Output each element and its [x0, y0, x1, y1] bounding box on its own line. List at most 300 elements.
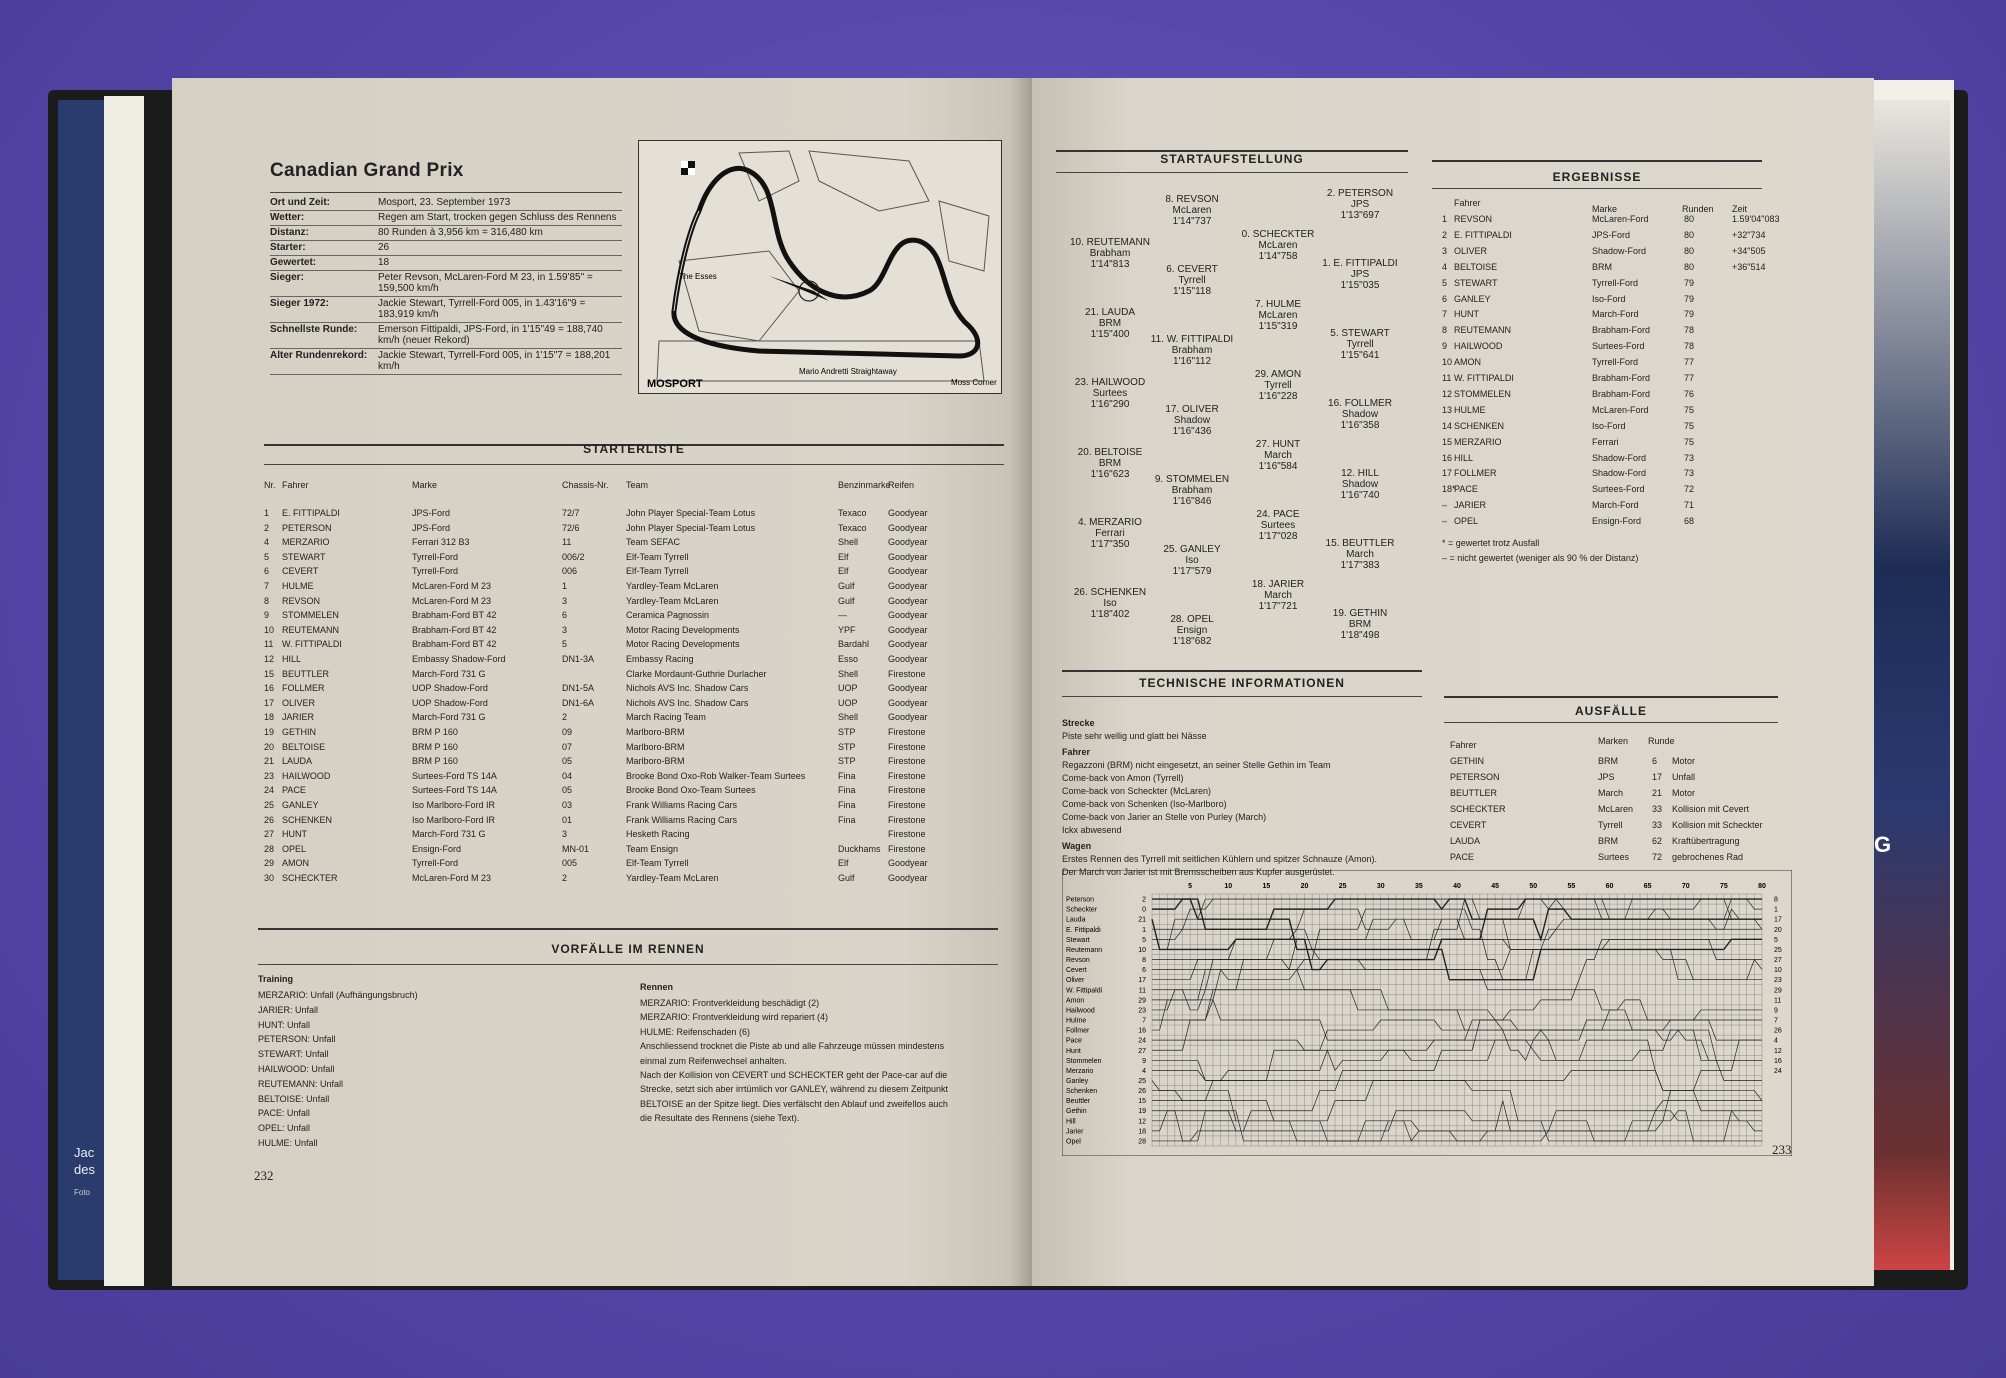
starter-cell: Fina	[838, 785, 856, 796]
starter-row	[264, 669, 1004, 683]
starter-col-header: Benzinmarke	[838, 480, 891, 490]
training-item: PETERSON: Unfall	[258, 1034, 336, 1045]
right-edge-photo	[1870, 100, 1950, 1270]
starter-row	[264, 698, 1004, 712]
result-cell: 5	[1442, 277, 1448, 288]
grid-driver: 1. E. FITTIPALDI	[1322, 258, 1398, 269]
starter-row	[264, 771, 1004, 785]
result-col-header: Runden	[1682, 204, 1714, 214]
starter-row	[264, 844, 1004, 858]
grid-slot	[1312, 608, 1408, 641]
lap-driver-label: Ganley	[1066, 1078, 1089, 1085]
dnf-cell: 17	[1652, 772, 1663, 782]
lap-driver-number: 11	[1138, 987, 1146, 995]
starter-cell: Firestone	[888, 756, 926, 767]
info-row	[270, 196, 622, 211]
result-cell: GANLEY	[1454, 293, 1491, 304]
lap-finish-number: 11	[1774, 997, 1782, 1005]
starter-cell: PACE	[282, 785, 306, 796]
lap-tick-label: 60	[1605, 883, 1614, 890]
info-row	[270, 241, 622, 256]
starter-cell: 04	[562, 770, 573, 781]
tech-line: Come-back von Schenken (Iso-Marlboro)	[1062, 799, 1227, 809]
page-title: Canadian Grand Prix	[270, 160, 464, 181]
starter-cell: HILL	[282, 654, 302, 664]
starter-cell: Surtees-Ford TS 14A	[412, 770, 497, 781]
lap-finish-number: 7	[1774, 1017, 1778, 1025]
info-row	[270, 211, 622, 226]
starter-cell: Elf	[838, 551, 849, 562]
lap-driver-number: 1	[1142, 926, 1146, 934]
grid-team: Tyrrell	[1264, 380, 1292, 391]
grid-team: Iso	[1103, 598, 1117, 609]
grid-time: 1'16"584	[1258, 461, 1298, 472]
starter-cell: Fina	[838, 770, 856, 781]
rennen-item: die Resultate des Rennens (siehe Text).	[640, 1113, 800, 1124]
grid-team: BRM	[1348, 619, 1372, 630]
lap-finish-number: 24	[1774, 1067, 1782, 1075]
lap-driver-number: 2	[1142, 896, 1146, 904]
grid-driver: 15. BEUTTLER	[1325, 538, 1395, 549]
starter-cell: 07	[562, 741, 573, 752]
lap-driver-number: 9	[1142, 1057, 1146, 1065]
grid-time: 1'16"623	[1090, 469, 1130, 480]
grid-driver: 11. W. FITTIPALDI	[1150, 334, 1234, 345]
grid-team: Brabham	[1171, 485, 1213, 496]
grid-time: 1'14"758	[1258, 251, 1298, 262]
starter-cell: OLIVER	[282, 697, 316, 708]
result-cell: JARIER	[1454, 500, 1487, 511]
grid-slot	[1312, 188, 1408, 221]
result-cell: 80	[1684, 245, 1695, 256]
starter-cell: Firestone	[888, 814, 926, 825]
starter-cell: 26	[264, 814, 275, 825]
grid-slot	[1144, 404, 1240, 437]
training-item: PACE: Unfall	[258, 1108, 310, 1119]
map-name: MOSPORT	[647, 378, 703, 390]
dnf-row	[1450, 836, 1780, 851]
circuit-map	[638, 140, 1002, 394]
side-text-1: Jac	[74, 1145, 95, 1160]
starter-cell: REUTEMANN	[282, 624, 340, 635]
starter-cell: MN-01	[562, 843, 590, 854]
dnf-cell: McLaren	[1598, 804, 1634, 814]
grid-team: Surtees	[1092, 388, 1128, 399]
lap-tick-label: 20	[1300, 883, 1309, 890]
result-row	[1442, 246, 1772, 261]
starter-cell: Ceramica Pagnossin	[626, 610, 710, 621]
map-label-moss: Moss Corner	[951, 378, 997, 387]
grid-slot	[1312, 328, 1408, 361]
dnf-cell: PACE	[1450, 852, 1474, 862]
result-row	[1442, 309, 1772, 324]
starter-cell: Yardley-Team McLaren	[626, 595, 719, 606]
grid-time: 1'16"740	[1340, 490, 1380, 501]
starter-cell: Goodyear	[888, 712, 928, 723]
starter-cell: JPS-Ford	[412, 522, 451, 533]
dnf-cell: Kollision mit Scheckter	[1672, 820, 1763, 830]
lap-driver-number: 12	[1138, 1118, 1146, 1126]
grid-time: 1'16"436	[1172, 426, 1212, 437]
lap-driver-number: 26	[1138, 1088, 1146, 1096]
starter-cell: Embassy Racing	[626, 654, 694, 664]
grid-time: 1'17"350	[1090, 539, 1130, 550]
grid-time: 1'13"697	[1340, 210, 1380, 221]
starter-cell: Marlboro-BRM	[626, 756, 685, 767]
starter-cell: 6	[264, 566, 270, 577]
lap-driver-label: Revson	[1066, 957, 1090, 965]
starter-cell: Goodyear	[888, 858, 928, 869]
section-rule	[1056, 172, 1408, 173]
training-item: OPEL: Unfall	[258, 1123, 311, 1134]
grid-team: McLaren	[1172, 205, 1212, 216]
starter-cell: Motor Racing Developments	[626, 624, 740, 635]
grid-time: 1'16"846	[1172, 496, 1212, 507]
tech-line: Regazzoni (BRM) nicht eingesetzt, an seiner Stelle Gethin im Team	[1062, 760, 1331, 770]
result-cell: Brabham-Ford	[1592, 388, 1651, 399]
result-cell: 72	[1684, 484, 1695, 495]
result-col-header: Marke	[1592, 204, 1618, 214]
starter-cell: 28	[264, 843, 275, 854]
training-item: REUTEMANN: Unfall	[258, 1078, 344, 1089]
starter-cell: BEUTTLER	[282, 668, 330, 679]
starter-cell: 19	[264, 727, 275, 737]
starter-cell: Shell	[838, 712, 859, 723]
grid-driver: 2. PETERSON	[1326, 188, 1394, 199]
starter-cell: Goodyear	[888, 522, 928, 533]
starter-cell: UOP	[838, 683, 858, 694]
dnf-col-header: Marken	[1598, 736, 1629, 746]
grid-team: Brabham	[1089, 248, 1131, 259]
dnf-cell: SCHECKTER	[1450, 804, 1506, 814]
lap-driver-label: Oliver	[1066, 977, 1085, 985]
result-cell: 8	[1442, 325, 1448, 336]
starter-cell: 006/2	[562, 551, 585, 562]
result-row	[1442, 262, 1772, 277]
info-key: Wetter:	[270, 211, 378, 226]
grid-slot	[1144, 544, 1240, 577]
grid-driver: 25. GANLEY	[1163, 544, 1221, 555]
result-cell: 79	[1684, 277, 1695, 288]
starter-row	[264, 683, 1004, 697]
starter-cell: MERZARIO	[282, 537, 330, 548]
lap-driver-label: Stewart	[1066, 936, 1090, 944]
lap-driver-label: W. Fittipaldi	[1066, 987, 1103, 995]
grid-time: 1'14"737	[1172, 216, 1212, 227]
lap-driver-label: E. Fittipaldi	[1066, 926, 1101, 934]
starter-cell: Iso Marlboro-Ford IR	[412, 800, 496, 810]
result-cell: FOLLMER	[1454, 468, 1497, 479]
info-row	[270, 271, 622, 297]
starter-cell: 18	[264, 712, 275, 723]
lap-finish-number: 4	[1774, 1037, 1778, 1045]
lap-driver-number: 25	[1138, 1078, 1146, 1085]
grid-slot	[1144, 264, 1240, 297]
starter-cell: Bardahl	[838, 639, 870, 650]
starter-cell: Frank Williams Racing Cars	[626, 800, 738, 810]
ergebnisse-heading: ERGEBNISSE	[1552, 170, 1642, 184]
result-cell: 76	[1684, 388, 1695, 399]
grid-team: Ferrari	[1095, 528, 1125, 539]
lap-tick-label: 65	[1643, 883, 1652, 890]
map-label-straight: Mario Andretti Straightaway	[799, 367, 897, 376]
starter-cell: John Player Special-Team Lotus	[626, 508, 756, 518]
grid-team: JPS	[1350, 269, 1370, 280]
result-cell: 68	[1684, 516, 1695, 527]
dnf-row	[1450, 788, 1780, 803]
starter-cell: STP	[838, 756, 856, 767]
starting-grid	[1052, 188, 1432, 748]
vorfaelle-heading: VORFÄLLE IM RENNEN	[551, 942, 705, 956]
lap-driver-number: 7	[1142, 1017, 1146, 1025]
result-row	[1442, 373, 1772, 388]
starter-cell: Elf-Team Tyrrell	[626, 566, 689, 577]
lap-tick-label: 15	[1262, 883, 1271, 890]
result-cell: OPEL	[1454, 516, 1479, 527]
grid-driver: 28. OPEL	[1170, 614, 1214, 625]
lap-driver-number: 24	[1138, 1037, 1146, 1045]
starter-cell: SCHECKTER	[282, 873, 338, 883]
lap-driver-number: 18	[1138, 1128, 1146, 1136]
grid-time: 1'15"035	[1340, 280, 1380, 291]
starter-cell: Firestone	[888, 770, 926, 781]
starter-cell: Tyrrell-Ford	[412, 566, 459, 577]
starter-cell: BRM P 160	[412, 756, 458, 767]
result-cell: 75	[1684, 420, 1695, 431]
info-key: Ort und Zeit:	[270, 196, 378, 211]
starter-cell: March-Ford 731 G	[412, 668, 486, 679]
starter-cell: Goodyear	[888, 639, 928, 650]
starter-cell: UOP Shadow-Ford	[412, 697, 488, 708]
starter-cell: Firestone	[888, 741, 926, 752]
section-rule	[258, 964, 998, 965]
grid-time: 1'16"112	[1172, 356, 1212, 367]
lap-tick-label: 50	[1529, 883, 1538, 890]
dnf-cell: gebrochenes Rad	[1672, 852, 1744, 862]
info-row	[270, 226, 622, 241]
grid-driver: 7. HULME	[1254, 299, 1302, 310]
result-cell: E. FITTIPALDI	[1454, 229, 1512, 240]
result-cell: 79	[1684, 293, 1695, 304]
lap-driver-label: Stommelen	[1066, 1057, 1102, 1065]
starter-cell: 21	[264, 756, 275, 767]
lap-driver-label: Pace	[1066, 1037, 1082, 1045]
result-cell: 14	[1442, 420, 1453, 431]
grid-time: 1'15"400	[1090, 329, 1130, 340]
starter-cell: March Racing Team	[626, 712, 706, 723]
starterliste-heading: STARTERLISTE	[583, 442, 685, 456]
lap-driver-label: Hailwood	[1066, 1007, 1095, 1015]
starter-cell: John Player Special-Team Lotus	[626, 522, 756, 533]
training-item: MERZARIO: Unfall (Aufhängungsbruch)	[258, 990, 418, 1000]
tech-line: Come-back von Scheckter (McLaren)	[1062, 786, 1212, 796]
starter-row	[264, 639, 1004, 653]
result-cell: 2	[1442, 229, 1448, 240]
starter-cell: 15	[264, 668, 275, 679]
starter-cell: Tyrrell-Ford	[412, 858, 459, 869]
lap-driver-label: Jarier	[1066, 1128, 1084, 1136]
tech-line: Come-back von Jarier an Stelle von Purley (March)	[1062, 812, 1267, 822]
tech-line: Der March von Jarier ist mit Bremsscheiben aus Kupfer ausgerüstet.	[1062, 867, 1335, 877]
starter-cell: Elf	[838, 858, 849, 869]
training-item: STEWART: Unfall	[258, 1049, 329, 1060]
grid-team: BRM	[1098, 318, 1122, 329]
dnf-cell: BRM	[1598, 756, 1618, 766]
result-cell: AMON	[1454, 357, 1481, 368]
dnf-cell: 33	[1652, 820, 1663, 830]
dnf-row	[1450, 820, 1780, 835]
lap-tick-label: 25	[1338, 883, 1347, 890]
result-cell: 4	[1442, 261, 1448, 272]
grid-slot	[1144, 194, 1240, 227]
starter-cell: Team SEFAC	[626, 537, 681, 548]
rennen-item: einmal zum Reifenwechsel anhalten.	[640, 1055, 787, 1066]
dnf-cell: 21	[1652, 788, 1663, 798]
starter-cell: Embassy Shadow-Ford	[412, 654, 506, 664]
info-key: Alter Rundenrekord:	[270, 349, 378, 375]
starter-cell: 17	[264, 697, 275, 708]
circuit-map-svg	[639, 141, 1001, 393]
starter-cell: Hesketh Racing	[626, 829, 690, 840]
result-cell: +32"734	[1732, 229, 1766, 240]
result-cell: Shadow-Ford	[1592, 245, 1647, 256]
starter-row	[264, 858, 1004, 872]
starter-cell: GETHIN	[282, 727, 317, 737]
grid-driver: 8. REVSON	[1165, 194, 1219, 205]
section-rule	[1062, 696, 1422, 697]
starter-cell: STEWART	[282, 551, 326, 562]
starter-cell: 72/6	[562, 522, 580, 533]
rennen-item: Strecke, setzt sich aber irrtümlich vor GANLEY, während zu diesem Zeitpunkt	[640, 1084, 948, 1095]
ausfaelle-heading: AUSFÄLLE	[1575, 704, 1647, 718]
starter-cell: LAUDA	[282, 756, 313, 767]
starter-row	[264, 625, 1004, 639]
grid-driver: 4. MERZARIO	[1078, 517, 1142, 528]
starter-cell: Brabham-Ford BT 42	[412, 610, 497, 621]
grid-slot	[1144, 334, 1240, 367]
info-value: 80 Runden à 3,956 km = 316,480 km	[378, 226, 622, 241]
result-cell: OLIVER	[1454, 245, 1488, 256]
starter-cell: 30	[264, 873, 275, 883]
result-cell: Iso-Ford	[1592, 420, 1626, 431]
grid-team: Tyrrell	[1178, 275, 1206, 286]
starter-cell: 5	[264, 551, 270, 562]
starter-cell: 2	[562, 873, 568, 883]
lap-tick-label: 5	[1188, 883, 1193, 890]
starter-cell: STP	[838, 741, 856, 752]
starter-row	[264, 829, 1004, 843]
lap-driver-label: Opel	[1066, 1138, 1081, 1146]
side-text-3: Foto	[74, 1188, 91, 1197]
result-row	[1442, 341, 1772, 356]
starter-cell: Marlboro-BRM	[626, 741, 685, 752]
result-cell: 6	[1442, 293, 1448, 304]
info-value: Emerson Fittipaldi, JPS-Ford, in 1'15"49 = 188,740 km/h (neuer Rekord)	[378, 323, 622, 349]
lap-tick-label: 80	[1758, 883, 1766, 890]
result-cell: –	[1442, 516, 1448, 527]
starter-cell: Motor Racing Developments	[626, 639, 740, 650]
lap-chart	[1062, 870, 1792, 1156]
dnf-cell: CEVERT	[1450, 820, 1487, 830]
lap-finish-number: 5	[1774, 936, 1778, 944]
info-key: Sieger:	[270, 271, 378, 297]
starter-cell: 05	[562, 756, 573, 767]
starter-cell: Firestone	[888, 843, 926, 854]
result-row	[1442, 405, 1772, 420]
starter-cell: Goodyear	[888, 697, 928, 708]
starter-cell: Fina	[838, 814, 856, 825]
lap-finish-number: 25	[1774, 946, 1782, 954]
lap-tick-label: 70	[1681, 883, 1690, 890]
starter-cell: Clarke Mordaunt-Guthrie Durlacher	[626, 668, 767, 679]
starter-cell: Gulf	[838, 873, 855, 883]
starter-cell: UOP Shadow-Ford	[412, 683, 488, 694]
info-value: 18	[378, 256, 622, 271]
starter-cell: Texaco	[838, 508, 867, 518]
starter-col-header: Team	[626, 480, 649, 490]
grid-team: McLaren	[1258, 310, 1298, 321]
grid-slot	[1144, 474, 1240, 507]
starter-row	[264, 523, 1004, 537]
training-item: HAILWOOD: Unfall	[258, 1064, 335, 1074]
starter-cell: Gulf	[838, 595, 855, 606]
dnf-col-header: Runde	[1648, 736, 1675, 746]
grid-team: McLaren	[1258, 240, 1298, 251]
page-number-right: 233	[1772, 1142, 1792, 1157]
result-cell: McLaren-Ford	[1592, 214, 1649, 224]
starter-cell: JPS-Ford	[412, 508, 451, 518]
starter-cell: HUNT	[282, 829, 307, 840]
divider	[270, 192, 622, 193]
starter-cell: HAILWOOD	[282, 770, 331, 781]
starter-cell: W. FITTIPALDI	[282, 639, 342, 650]
starter-cell: 25	[264, 800, 275, 810]
technische-heading: TECHNISCHE INFORMATIONEN	[1139, 676, 1345, 690]
starter-cell: Goodyear	[888, 624, 928, 635]
lap-driver-label: Merzario	[1066, 1067, 1094, 1075]
grid-driver: 6. CEVERT	[1166, 264, 1218, 275]
dnf-cell: Kraftübertragung	[1672, 836, 1740, 846]
info-value: Jackie Stewart, Tyrrell-Ford 005, in 1.43'16"9 = 183,919 km/h	[378, 297, 622, 323]
starter-cell: 9	[264, 610, 270, 621]
result-cell: HAILWOOD	[1454, 341, 1503, 352]
lap-tick-label: 30	[1376, 883, 1385, 890]
grid-time: 1'16"290	[1090, 399, 1130, 410]
starter-cell: Firestone	[888, 800, 926, 810]
grid-time: 1'15"118	[1172, 286, 1212, 297]
grid-time: 1'16"228	[1258, 391, 1298, 402]
starter-cell: 8	[264, 595, 270, 606]
result-cell: 73	[1684, 468, 1695, 479]
starter-cell: Brabham-Ford BT 42	[412, 639, 497, 650]
lap-driver-number: 21	[1138, 916, 1146, 924]
starter-row	[264, 727, 1004, 741]
grid-team: March	[1264, 590, 1292, 601]
lap-driver-number: 16	[1138, 1027, 1146, 1035]
grid-time: 1'17"383	[1340, 560, 1380, 571]
lap-tick-label: 55	[1567, 883, 1576, 890]
dnf-cell: PETERSON	[1450, 772, 1500, 782]
grid-driver: 20. BELTOISE	[1077, 447, 1143, 458]
grid-driver: 12. HILL	[1341, 468, 1379, 479]
starter-row	[264, 581, 1004, 595]
lap-finish-number: 9	[1774, 1007, 1778, 1015]
starter-cell: 01	[562, 814, 573, 825]
dnf-row	[1450, 852, 1780, 867]
starter-cell: FOLLMER	[282, 683, 325, 694]
lap-finish-number: 17	[1774, 916, 1782, 924]
section-rule	[1444, 722, 1778, 723]
